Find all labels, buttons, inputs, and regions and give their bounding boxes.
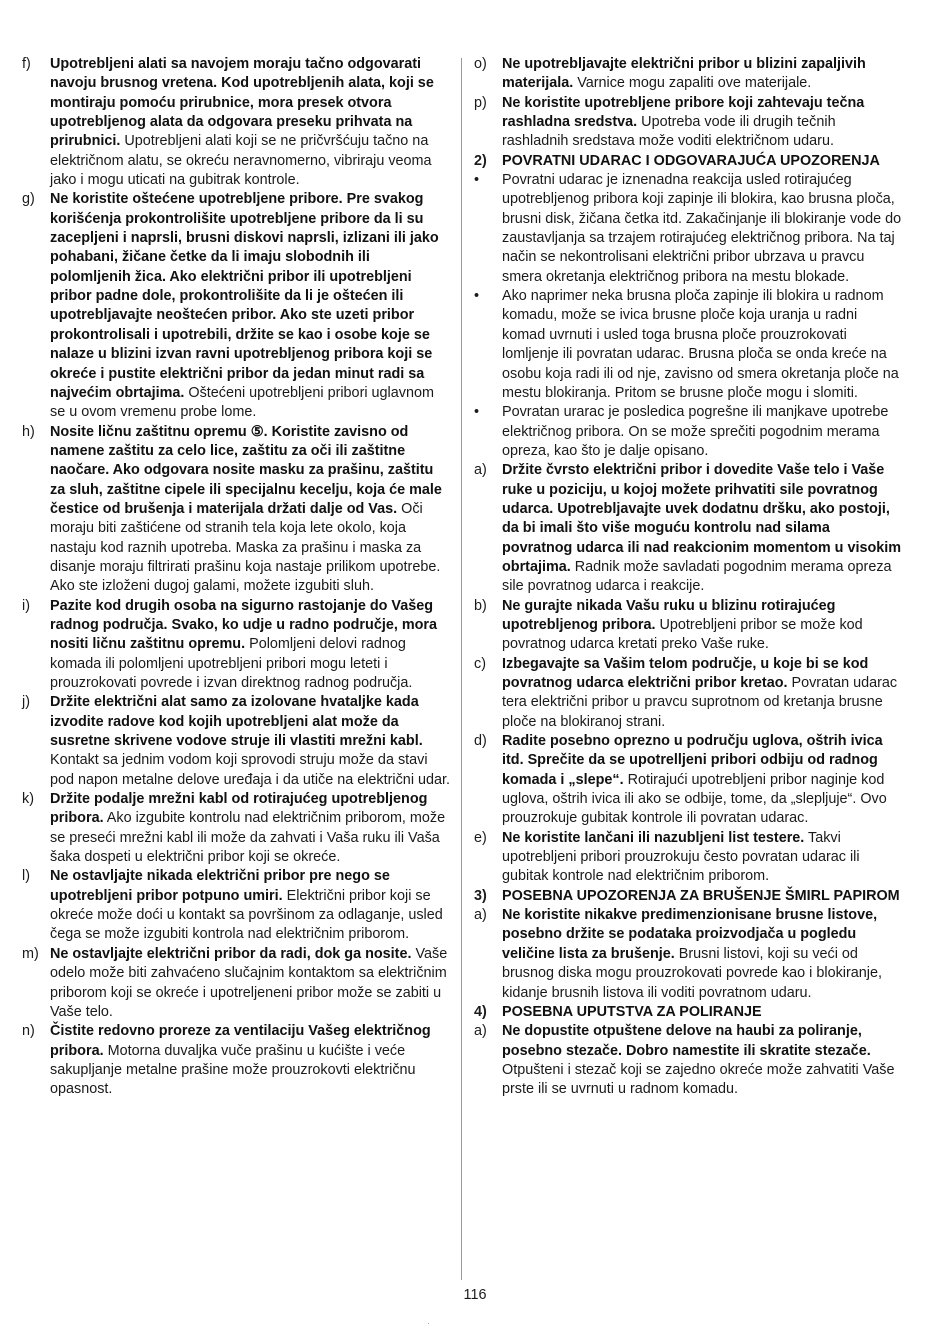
item-regular-text: Otpušteni i stezač koji se zajedno okreće može zahvatiti Vaše prste ili se uvrnuti u radnom komadu. xyxy=(502,1061,895,1098)
item-regular-text: Ako naprimer neka brusna ploča zapinje ili blokira u radnom komadu, može se ivica brusne ploče koja uranja u radni komad uvrnuti i usled toga brusna ploče prouzrokovati lomljenje ili povratan udarac. Brusna ploča se onda kreće na osobu koja radi ili od nje, zavisno od smera okretanja ploče na mestu blokiranja. Pritom se brusne ploče mogu i slomiti. xyxy=(502,288,899,401)
item-bold-text: Nosite ličnu zaštitnu opremu ⑤. Koristite zavisno od namene zaštitu za celo lice, zaštitu za oči ili zaštitne naočare. Ako odgovara nosite masku za prašinu, zaštitu za sluh, zaštitne cipele ili specijalnu kecelju, koja će male čestice od brušenja i materijala držati dalje od Vas. xyxy=(50,423,442,517)
item-label: 2) xyxy=(474,152,487,169)
item-text xyxy=(50,1022,450,1099)
item-bold-text: Ne koristite nikakve predimenzionisane brusne listove, posebno držite se podataka proizvodjača u pogledu veličine lista za brušenje. xyxy=(502,907,878,962)
list-item xyxy=(474,829,902,887)
item-label: l) xyxy=(22,868,30,885)
item-text xyxy=(50,945,450,1022)
item-text xyxy=(50,790,450,867)
item-label: p) xyxy=(474,94,487,111)
item-regular-text: Električni pribor koji se okreće može doći u kontakt sa površinom za odlaganje, usled čega se može izgubiti kontrola nad električnim priborom. xyxy=(50,887,443,943)
item-text xyxy=(50,423,450,597)
item-label: a) xyxy=(474,462,487,479)
page-number: 116 xyxy=(463,1287,487,1303)
item-label: • xyxy=(474,288,480,305)
list-item xyxy=(474,461,902,596)
item-label: i) xyxy=(22,597,30,614)
item-text xyxy=(50,190,450,422)
item-text xyxy=(502,152,902,171)
item-bold-text: Ne upotrebljavajte električni pribor u blizini zapaljivih materijala. xyxy=(502,56,866,92)
item-bold-text: Držite čvrsto električni pribor i dovedite Vaše telo i Vaše ruke u poziciju, u kojoj možete prihvatiti sile povratnog udarca. Upotrebljavajte uvek dodatnu dršku, ako postoji, da bi imali što više moguću kontrolu nad silama povratnog udarca ili nad reakcionim momentom u visokim obrtajima. xyxy=(502,462,902,575)
item-bold-text: Ne gurajte nikada Vašu ruku u blizinu rotirajućeg upotrebljenog pribora. xyxy=(502,597,836,633)
item-label: c) xyxy=(474,655,486,672)
item-regular-text: Takvi upotrebljeni pribori prouzrokuju često povratan udarac ili gubitak kontrole nad električnim priborom. xyxy=(502,829,860,885)
item-bold-text: POVRATNI UDARAC I ODGOVARAJUĆA UPOZORENJA xyxy=(502,152,880,169)
item-text xyxy=(502,597,902,655)
item-regular-text: Upotreba vode ili drugih tečnih rashladnih sredstava može voditi električnom udaru. xyxy=(502,114,836,150)
item-text xyxy=(502,829,902,887)
right-column xyxy=(474,55,902,1100)
list-item xyxy=(22,945,450,1022)
item-label: 4) xyxy=(474,1003,487,1020)
item-text xyxy=(502,1003,902,1022)
item-regular-text: Upotrebljeni alati koji se ne pričvršćuju tačno na električnom alatu, se okreću neravnomerno, vibriraju veoma jako i mogu uticati na gubitrak kontrole. xyxy=(50,133,432,189)
item-bold-text: Držite podalje mrežni kabl od rotirajućeg upotrebljenog pribora. xyxy=(50,791,428,827)
item-bold-text: Ne ostavljajte nikada električni pribor pre nego se upotrebljeni pribor potpuno umiri. xyxy=(50,868,390,904)
item-bold-text: Izbegavajte sa Vašim telom područje, u koje bi se kod povratnog udarca električni pribor kretao. xyxy=(502,655,869,691)
item-regular-text: Povratan udarac tera električni pribor u pravcu suprotnom od kretanja brusne ploče na blokiranoj strani. xyxy=(502,675,898,730)
item-label: g) xyxy=(22,191,35,208)
item-regular-text: Vaše odelo može biti zahvaćeno slučajnim kontaktom sa električnim priborom koji se okreće i upotreljeneni pribor može se zabiti u Vaše telo. xyxy=(50,945,448,1020)
list-item xyxy=(474,597,902,655)
list-item xyxy=(22,1022,450,1099)
bullet-item xyxy=(474,171,902,287)
list-item xyxy=(474,55,902,94)
item-text xyxy=(502,55,902,94)
item-bold-text: POSEBNA UPUTSTVA ZA POLIRANJE xyxy=(502,1003,762,1020)
item-regular-text: Radnik može savladati pogodnim merama opreza sile povratnog udarca i reakcije. xyxy=(502,558,892,595)
list-item xyxy=(22,867,450,944)
item-label: h) xyxy=(22,423,35,440)
section-heading xyxy=(474,1003,902,1022)
item-regular-text: Povratni udarac je iznenadna reakcija usled rotirajućeg upotrebljenog pribora koji zapinje ili blokira, kao brusna ploča, brusni disk, žičana četka itd. Zakačinjanje ili blokiranje vode do zaustavljanja sa trzajem rotirajućeg električnog pribora. Na taj način se nekontrolisani električni pribor ubrzava u pravcu smera okretanja električnog pribora na mestu blokade. xyxy=(502,172,902,285)
item-text xyxy=(502,655,902,732)
list-item xyxy=(22,693,450,790)
item-bold-text: Ne ostavljajte električni pribor da radi, dok ga nosite. xyxy=(50,945,412,962)
item-label: n) xyxy=(22,1023,35,1040)
item-regular-text: Motorna duvaljka vuče prašinu u kućište i veće sakupljanje metalne prašine može prouzrokovti električnu opasnost. xyxy=(50,1042,416,1098)
section-heading xyxy=(474,887,902,906)
list-item xyxy=(474,1022,902,1099)
item-label: • xyxy=(474,172,480,189)
item-bold-text: Radite posebno oprezno u području uglova, oštrih ivica itd. Sprečite da se upotrelljeni pribori odbiju od radnog komada i „slepe“. xyxy=(502,733,883,788)
item-label: d) xyxy=(474,733,487,750)
item-text xyxy=(502,1022,902,1099)
item-text xyxy=(502,94,902,152)
column-divider xyxy=(461,58,462,1280)
list-item xyxy=(22,190,450,422)
list-item xyxy=(22,55,450,190)
list-item xyxy=(22,790,450,867)
item-regular-text: Brusni listovi, koji su veći od brusnog diska mogu prouzrokovati povrede kao i blokiranje, kidanje brusnih listova ili voditi povratnom udaru. xyxy=(502,945,882,1001)
bullet-item xyxy=(474,403,902,461)
item-text xyxy=(502,887,902,906)
list-item xyxy=(474,94,902,152)
list-item xyxy=(474,906,902,1003)
item-text xyxy=(502,403,902,461)
item-regular-text: Upotrebljeni pribor se može kod povratnog udarca kretati preko Vaše ruke. xyxy=(502,616,863,653)
section-heading xyxy=(474,152,902,171)
item-text xyxy=(502,732,902,829)
item-regular-text: Rotirajući upotrebljeni pribor naginje kod uglova, oštrih ivica ili ako se odbije, tome, da „slepljuje“. Ovo prouzrokuje gubitak kontrole ili povratan udarac. xyxy=(502,771,887,827)
item-regular-text: Polomljeni delovi radnog komada ili polomljeni upotrebljeni pribori mogu leteti i prouzrokovati povrede i izvan direktnog radnog područja. xyxy=(50,636,413,691)
item-text xyxy=(50,867,450,944)
item-label: f) xyxy=(22,56,31,72)
item-bold-text: POSEBNA UPOZORENJA ZA BRUŠENJE ŠMIRL PAPIROM xyxy=(502,887,900,904)
item-label: m) xyxy=(22,945,39,962)
item-bold-text: Upotrebljeni alati sa navojem moraju tačno odgovarati navoju brusnog vretena. Kod upotrebljenih alata, koji se montiraju pomoću prirubnice, mora presek otvora upotrebljenog alata da odgovara preseku prihvata na prirubnici. xyxy=(50,56,434,150)
item-regular-text: Povratan urarac je posledica pogrešne ili manjkave upotrebe električnog pribora. On se može sprečiti pogodnim merama opreza, kao što je dalje opisano. xyxy=(502,404,889,459)
item-bold-text: Ne dopustite otpuštene delove na haubi za poliranje, posebno stezače. Dobro namestite ili skratite stezače. xyxy=(502,1023,871,1059)
item-label: a) xyxy=(474,907,487,924)
item-label: k) xyxy=(22,791,34,808)
item-bold-text: Držite električni alat samo za izolovane hvataljke kada izvodite radove kod kojih upotrebljeni alat može da susretne skrivene vodove struje ili vlastiti mrežni kabl. xyxy=(50,694,423,750)
item-text xyxy=(50,597,450,694)
item-label: • xyxy=(474,404,480,421)
list-item xyxy=(22,423,450,597)
item-label: o) xyxy=(474,56,487,72)
item-label: j) xyxy=(22,694,30,711)
item-label: a) xyxy=(474,1023,487,1040)
item-bold-text: Ne koristite oštećene upotrebljene pribore. Pre svakog korišćenja prokontrolišite upotrebljene pribore da li su zacepljeni i naprsli, brusni diskovi naprsli, izlizani ili jako pohabani, žičane četke da li imaju slobodnih ili polomljenih žica. Ako električni pribor ili upotrebljeni pribor padne dole, prokontrolišite da li je oštećen ili upotrebljavajte neoštećen pribor. Ako ste uzeti pribor prokontrolisali i upotrebili, držite se kao i osobe koje se nalaze u blizini izvan ravni upotrebljenog pribora koji se okreće i pustite električni pribor da jedan minut radi sa najvećim obrtajima. xyxy=(50,191,439,401)
item-label: e) xyxy=(474,829,487,846)
item-label: b) xyxy=(474,597,487,614)
item-bold-text: Pazite kod drugih osoba na sigurno rastojanje do Vašeg radnog područja. Svako, ko udje u radno područje, mora nositi ličnu zaštitnu opremu. xyxy=(50,597,438,653)
item-text xyxy=(502,287,902,403)
list-item xyxy=(474,655,902,732)
item-text xyxy=(502,461,902,596)
list-item xyxy=(22,597,450,694)
item-regular-text: Oštećeni upotrebljeni pribori uglavnom se u ovom vremenu probe lome. xyxy=(50,384,434,421)
item-bold-text: Ne koristite lančani ili nazubljeni list testere. xyxy=(502,829,805,846)
item-text xyxy=(502,171,902,287)
item-regular-text: Varnice mogu zapaliti ove materijale. xyxy=(573,75,812,92)
bullet-item xyxy=(474,287,902,403)
item-text xyxy=(50,693,450,790)
list-item xyxy=(474,732,902,829)
item-bold-text: Ne koristite upotrebljene pribore koji zahtevaju tečna rashladna sredstva. xyxy=(502,94,865,131)
item-label: 3) xyxy=(474,887,487,904)
left-column xyxy=(22,55,450,1100)
item-bold-text: Čistite redovno proreze za ventilaciju Vašeg električnog pribora. xyxy=(50,1023,431,1059)
item-regular-text: Ako izgubite kontrolu nad električnim priborom, može se preseći mrežni kabl ili može da zahvati i Vaša ruku ili Vaša šaka dospeti u električni pribor koji se okreće. xyxy=(50,810,446,866)
item-text xyxy=(502,906,902,1003)
footer-mark: · xyxy=(427,1318,430,1328)
item-regular-text: Oči moraju biti zaštićene od stranih tela koja lete okolo, koja nastaju kod raznih upotreba. Maska za prašinu i maska za disanje moraju filtrirati prašinu koja nastaje prilikom upotrebe. Ako ste izloženi dugoj galami, možete izgubiti sluh. xyxy=(50,500,441,595)
item-text xyxy=(50,55,450,190)
item-regular-text: Kontakt sa jednim vodom koji sprovodi struju može da stavi pod napon metalne delove uređaja i da utiče na električni udar. xyxy=(50,752,451,788)
